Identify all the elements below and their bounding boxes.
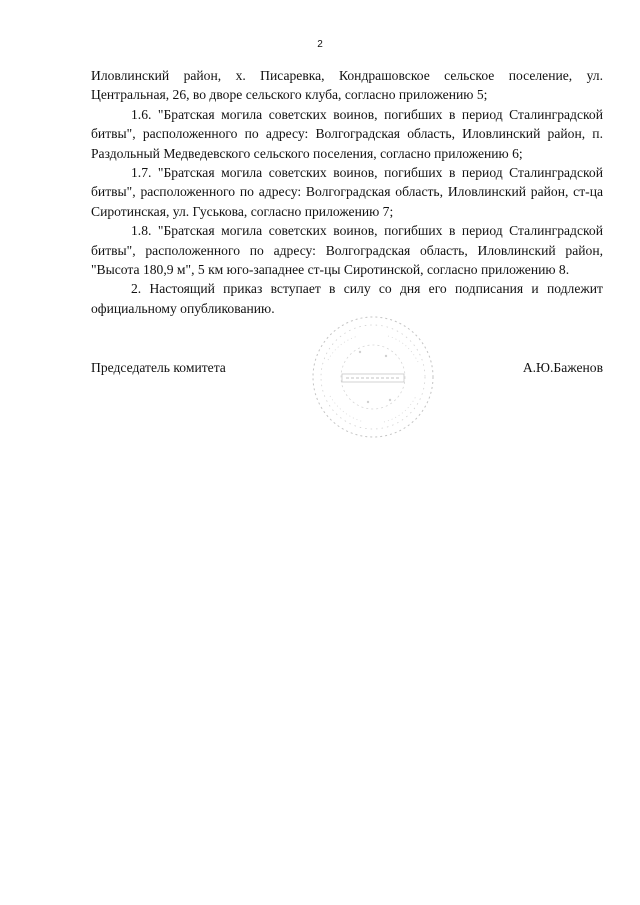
signer-name: А.Ю.Баженов bbox=[522, 360, 603, 375]
paragraph-item-2: 2. Настоящий приказ вступает в силу со дня его подписания и подлежит официальному опубликованию. bbox=[91, 281, 603, 316]
paragraph-item-1-7: 1.7. "Братская могила советских воинов, погибших в период Сталинградской битвы", расположенного по адресу: Волгоградская область, Иловлинский район, ст-ца Сиротинская, ул. Гуськова, согласно приложению 7; bbox=[91, 165, 603, 219]
signer-title: Председатель комитета bbox=[91, 360, 226, 375]
official-stamp-icon bbox=[308, 312, 438, 442]
page-number: 2 bbox=[317, 39, 323, 50]
paragraph-address-continuation: Иловлинский район, х. Писаревка, Кондрашовское сельское поселение, ул. Центральная, 26, во дворе сельского клуба, согласно приложению 5; bbox=[91, 68, 603, 103]
paragraph-item-1-6: 1.6. "Братская могила советских воинов, погибших в период Сталинградской битвы", расположенного по адресу: Волгоградская область, Иловлинский район, п. Раздольный Медведевского сельского поселения, согласно приложению 6; bbox=[91, 106, 603, 161]
document-body bbox=[91, 66, 603, 318]
paragraph-item-1-8: 1.8. "Братская могила советских воинов, погибших в период Сталинградской битвы", расположенного по адресу: Волгоградская область, Иловлинский район, "Высота 180,9 м", 5 км юго-западнее ст-цы Сиротинской, согласно приложению 8. bbox=[91, 223, 603, 278]
